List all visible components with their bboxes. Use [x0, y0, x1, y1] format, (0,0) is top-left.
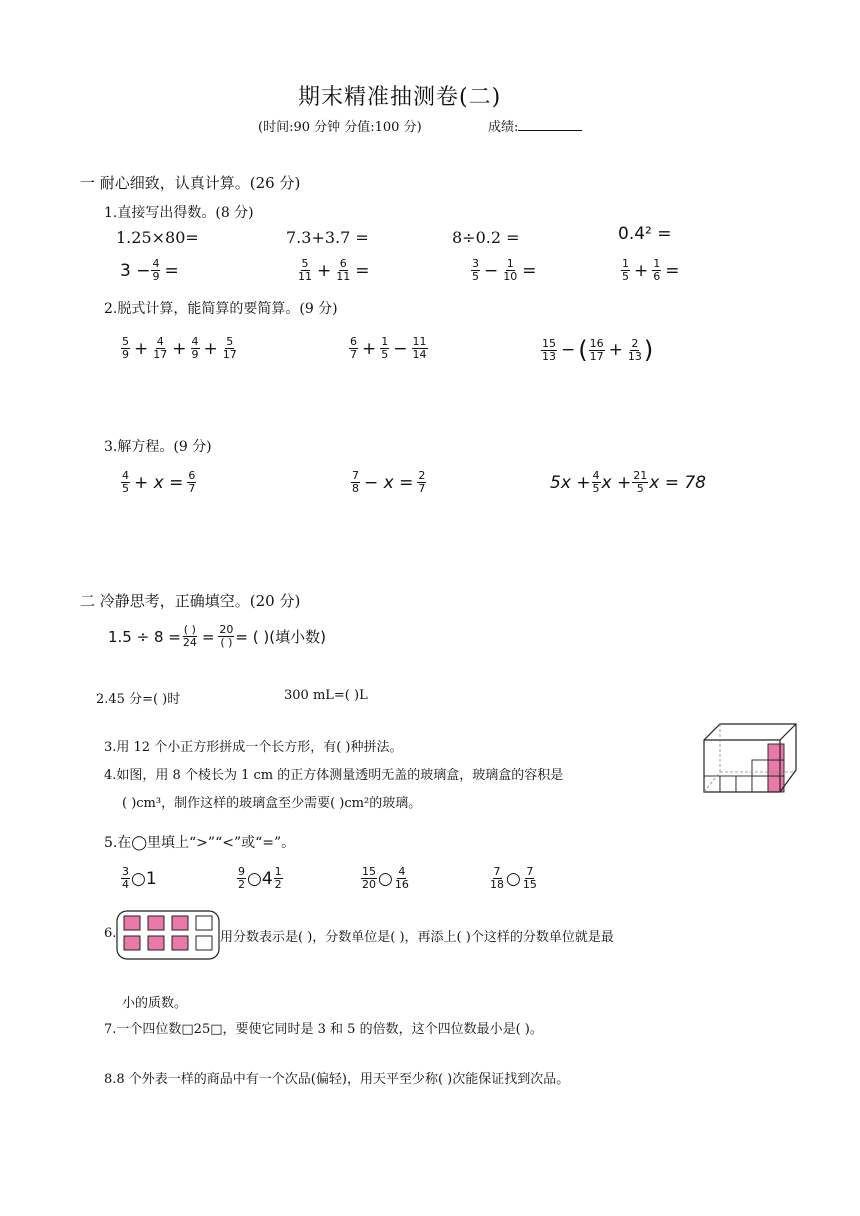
unit-cube — [736, 776, 752, 792]
equals: = — [665, 260, 680, 281]
s2-q4-line1: 4.如图，用 8 个棱长为 1 cm 的正方体测量透明无盖的玻璃盒，玻璃盒的容积是 — [104, 768, 564, 783]
denominator: 8 — [352, 482, 359, 495]
denominator: 5 — [122, 482, 129, 495]
s2-q1 — [108, 624, 326, 649]
numerator: 11 — [412, 335, 427, 348]
operator: + — [634, 260, 649, 281]
denominator: 2 — [238, 878, 245, 891]
paren-open: ( — [578, 336, 588, 364]
numerator: 6 — [339, 257, 347, 270]
numerator: 15 — [362, 865, 376, 878]
equals: = — [201, 627, 215, 646]
numerator: 20 — [219, 623, 234, 636]
numerator: 6 — [188, 469, 196, 482]
filled-square — [124, 916, 140, 930]
numerator: 3 — [472, 257, 479, 270]
fraction — [627, 338, 643, 363]
numerator: 7 — [493, 865, 501, 878]
numerator: 4 — [592, 469, 600, 482]
eq-part: x = 78 — [649, 472, 706, 493]
fraction — [592, 470, 601, 495]
fraction — [417, 470, 426, 495]
operator: + — [172, 338, 187, 359]
numerator: 6 — [350, 335, 357, 348]
operator: + — [203, 338, 218, 359]
q1-r2-b — [296, 258, 373, 283]
denominator: ( ) — [220, 636, 233, 649]
denominator: 4 — [122, 878, 129, 891]
compare-3 — [360, 866, 411, 891]
fraction — [502, 258, 518, 283]
q1-r2-a-lead: 3 − — [120, 260, 151, 281]
fraction — [335, 258, 351, 283]
equals: = — [164, 260, 179, 281]
numerator: 4 — [398, 865, 406, 878]
q1-r2-c — [470, 258, 540, 283]
fraction — [589, 338, 605, 363]
denominator: 11 — [298, 270, 312, 283]
section-2-heading: 二 冷静思考，正确填空。(20 分) — [80, 592, 301, 610]
denominator: 17 — [222, 348, 237, 361]
fraction — [349, 336, 358, 361]
empty-square — [196, 916, 212, 930]
denominator: 9 — [191, 348, 199, 361]
numerator: 16 — [589, 336, 604, 350]
q1-r2-a — [120, 258, 182, 283]
filled-square — [148, 936, 164, 950]
numerator: 9 — [238, 865, 245, 878]
s2-q2b: 300 mL=( )L — [284, 688, 368, 703]
fraction — [274, 866, 283, 891]
q2-label: 2.脱式计算，能简算的要简算。(9 分) — [104, 301, 338, 317]
operator: + — [134, 338, 149, 359]
numerator: 21 — [633, 469, 648, 482]
q3-label: 3.解方程。(9 分) — [104, 439, 212, 455]
fraction — [237, 866, 246, 891]
numerator: 1 — [653, 257, 661, 270]
operator: + — [608, 340, 623, 360]
q2-item-2 — [348, 336, 429, 361]
denominator: 5 — [636, 482, 644, 495]
eq-part: 5x + — [550, 472, 591, 493]
equation-3 — [550, 470, 706, 495]
s2-q1-tail: = ( )(填小数) — [235, 628, 326, 646]
equals: = — [522, 260, 537, 281]
equals: = — [355, 260, 370, 281]
numerator: 1 — [381, 335, 389, 348]
q1-r1-c: 8÷0.2 = — [452, 228, 520, 247]
fraction — [121, 470, 130, 495]
fraction — [152, 336, 168, 361]
filled-square — [124, 936, 140, 950]
paren-close: ) — [643, 336, 654, 364]
denominator: 5 — [472, 270, 479, 283]
unit-cube — [704, 776, 720, 792]
fraction — [394, 866, 410, 891]
compare-1 — [120, 866, 157, 891]
fraction — [151, 258, 160, 283]
numerator: 7 — [526, 865, 534, 878]
equation-2 — [350, 470, 427, 495]
operator: + — [362, 338, 377, 359]
q1-label: 1.直接写出得数。(8 分) — [104, 205, 254, 221]
s2-q6-num: 6. — [104, 926, 117, 941]
denominator: 11 — [336, 270, 351, 283]
fraction — [351, 470, 360, 495]
fraction — [380, 336, 389, 361]
section-1-heading: 一 耐心细致，认真计算。(26 分) — [80, 174, 301, 192]
glass-box-figure — [700, 722, 800, 796]
s2-q7: 7.一个四位数□25□，要使它同时是 3 和 5 的倍数，这个四位数最小是( )。 — [104, 1022, 543, 1037]
numerator: 1 — [622, 257, 629, 270]
denominator: 13 — [627, 349, 642, 363]
s2-q3: 3.用 12 个小正方形拼成一个长方形，有( )种拼法。 — [104, 740, 403, 755]
s2-q6-cont: 小的质数。 — [122, 996, 188, 1011]
fraction — [218, 624, 234, 649]
filled-square — [172, 936, 188, 950]
unit-cube — [768, 760, 784, 776]
denominator: 17 — [589, 349, 604, 363]
denominator: 13 — [542, 349, 556, 363]
denominator: 2 — [274, 878, 282, 891]
s2-q4-line2: ( )cm³，制作这样的玻璃盒至少需要( )cm²的玻璃。 — [122, 796, 422, 811]
fraction — [191, 336, 200, 361]
s2-q1-lead: 1.5 ÷ 8 = — [108, 627, 181, 646]
denominator: 5 — [381, 348, 389, 361]
eq-part: x + — [601, 472, 632, 493]
numerator: 2 — [631, 336, 639, 350]
denominator: 24 — [182, 636, 197, 649]
fraction — [412, 336, 428, 361]
box-edge — [780, 724, 796, 740]
numerator: 1 — [506, 257, 514, 270]
denominator: 5 — [592, 482, 600, 495]
operator: − — [393, 338, 408, 359]
denominator: 14 — [412, 348, 427, 361]
denominator: 9 — [152, 270, 160, 283]
q2-item-3 — [540, 336, 653, 364]
fraction — [222, 336, 238, 361]
numerator: 1 — [274, 865, 282, 878]
numerator: 4 — [191, 335, 199, 348]
square-grid — [124, 916, 212, 950]
unit-cube — [752, 776, 768, 792]
fraction — [297, 258, 313, 283]
denominator: 10 — [503, 270, 518, 283]
eq-mid: + x = — [134, 472, 184, 493]
eq-mid: − x = — [364, 472, 414, 493]
denominator: 7 — [418, 482, 426, 495]
compare-circle[interactable]: ○ — [378, 868, 393, 889]
score-blank — [518, 118, 582, 131]
numerator: 7 — [352, 469, 359, 482]
denominator: 9 — [122, 348, 129, 361]
fraction — [652, 258, 661, 283]
fraction — [182, 624, 198, 649]
numerator: 2 — [418, 469, 426, 482]
numerator: 5 — [301, 257, 309, 270]
numerator: 5 — [226, 335, 234, 348]
denominator: 20 — [362, 878, 376, 891]
s2-q5-label: 5.在◯里填上“>”“<”或“=”。 — [104, 835, 296, 851]
operator: − — [561, 340, 576, 360]
exam-meta: (时间:90 分钟 分值:100 分) — [258, 120, 422, 135]
score-field — [488, 116, 582, 135]
compare-circle[interactable]: ○4 — [247, 868, 273, 889]
operator: + — [317, 260, 332, 281]
denominator: 6 — [653, 270, 661, 283]
s2-q6-text: 用分数表示是( )，分数单位是( )，再添上( )个这样的分数单位就是最 — [220, 930, 614, 945]
q2-item-1 — [120, 336, 239, 361]
compare-circle[interactable]: ○1 — [131, 868, 157, 889]
fraction — [121, 336, 130, 361]
numerator: 4 — [122, 469, 129, 482]
q1-r1-d: 0.4² = — [618, 224, 672, 244]
empty-square — [196, 936, 212, 950]
denominator: 15 — [522, 878, 537, 891]
q1-r1-b: 7.3+3.7 = — [286, 228, 369, 247]
numerator: ( ) — [183, 623, 196, 636]
s2-q8: 8.8 个外表一样的商品中有一个次品(偏轻)，用天平至少称( )次能保证找到次品。 — [104, 1072, 570, 1087]
denominator: 18 — [490, 878, 504, 891]
fraction — [121, 866, 130, 891]
compare-4 — [488, 866, 539, 891]
filled-square — [172, 916, 188, 930]
compare-2 — [236, 866, 284, 891]
compare-circle[interactable]: ○ — [506, 868, 521, 889]
unit-cube — [768, 744, 784, 760]
numerator: 3 — [122, 865, 129, 878]
page-title: 期末精准抽测卷(二) — [298, 85, 502, 110]
fraction-squares-figure — [116, 910, 220, 960]
denominator: 7 — [350, 348, 357, 361]
q1-r2-d — [620, 258, 683, 283]
fraction — [522, 866, 538, 891]
fraction — [471, 258, 480, 283]
fraction — [489, 866, 505, 891]
denominator: 16 — [394, 878, 409, 891]
fraction — [632, 470, 648, 495]
unit-cubes — [704, 744, 784, 792]
operator: − — [484, 260, 499, 281]
q1-r1-a: 1.25×80= — [116, 228, 199, 247]
denominator: 5 — [622, 270, 629, 283]
unit-cube — [720, 776, 736, 792]
fraction — [361, 866, 377, 891]
denominator: 17 — [153, 348, 168, 361]
fraction — [621, 258, 630, 283]
denominator: 7 — [188, 482, 196, 495]
numerator: 15 — [542, 336, 556, 350]
fraction — [187, 470, 196, 495]
numerator: 4 — [152, 257, 160, 270]
fraction — [541, 338, 557, 363]
numerator: 4 — [156, 335, 164, 348]
score-label: 成绩: — [488, 120, 519, 135]
numerator: 5 — [122, 335, 129, 348]
filled-square — [148, 916, 164, 930]
unit-cube — [752, 760, 768, 776]
equation-1 — [120, 470, 197, 495]
s2-q2a: 2.45 分=( )时 — [96, 692, 181, 707]
